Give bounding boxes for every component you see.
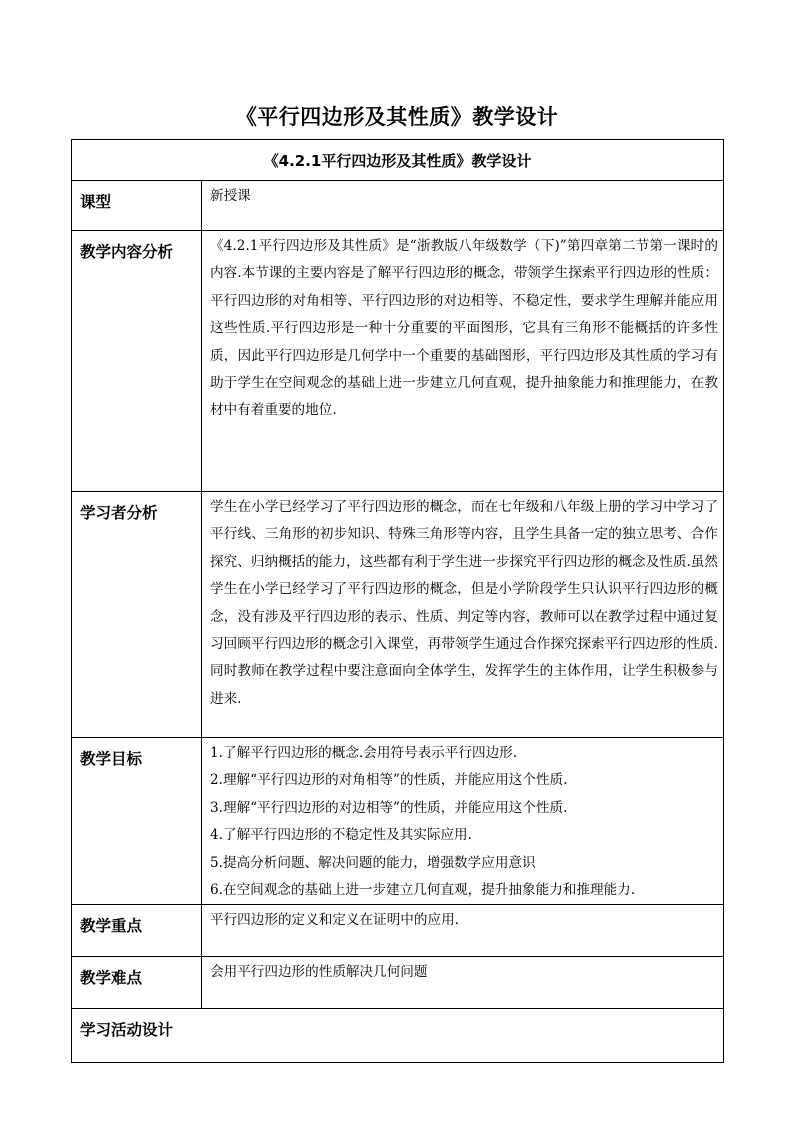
objectives-label: 教学目标 (72, 738, 202, 905)
lesson-plan-table (71, 139, 724, 1063)
objective-item: 5.提高分析问题、解决问题的能力，增强数学应用意识 (210, 854, 536, 871)
objective-item: 2.理解“平行四边形的对角相等”的性质，并能应用这个性质. (210, 772, 568, 789)
key-points-label: 教学重点 (72, 905, 202, 957)
objective-item: 3.理解“平行四边形的对边相等”的性质，并能应用这个性质. (210, 799, 568, 816)
difficulties-text: 会用平行四边形的性质解决几何问题 (202, 957, 724, 1009)
key-points-text: 平行四边形的定义和定义在证明中的应用. (202, 905, 724, 957)
learner-analysis-label: 学习者分析 (72, 492, 202, 738)
learner-analysis-text: 学生在小学已经学习了平行四边形的概念，而在七年级和八年级上册的学习中学习了平行线、三角形的初步知识、特殊三角形等内容，且学生具备一定的独立思考、合作探究、归纳概括的能力，这些都有利于学生进一步探究平行四边形的概念及性质.虽然学生在小学已经学习了平行四边形的概念，但是小学阶段学生只认识平行四边形的概念，没有涉及平行四边形的表示、性质、判定等内容，教师可以在教学过程中通过复习回顾平行四边形的概念引入课堂，再带领学生通过合作探究探索平行四边形的性质.同时教师在教学过程中要注意面向全体学生，发挥学生的主体作用，让学生积极参与进来. (202, 492, 724, 738)
lesson-type-label: 课型 (72, 181, 202, 231)
document-title: 《平行四边形及其性质》教学设计 (235, 105, 559, 129)
lesson-type-value: 新授课 (202, 181, 724, 231)
table-subtitle: 《4.2.1平行四边形及其性质》教学设计 (72, 140, 724, 181)
objective-item: 6.在空间观念的基础上进一步建立几何直观，提升抽象能力和推理能力. (210, 882, 636, 899)
activity-design-label: 学习活动设计 (72, 1009, 724, 1063)
objective-item: 4.了解平行四边形的不稳定性及其实际应用. (210, 827, 472, 844)
content-analysis-text: 《4.2.1平行四边形及其性质》是“浙教版八年级数学（下)”第四章第二节第一课时的内容.本节课的主要内容是了解平行四边形的概念，带领学生探索平行四边形的性质：平行四边形的对角相等、平行四边形的对边相等、不稳定性，要求学生理解并能应用这些性质.平行四边形是一种十分重要的平面图形，它具有三角形不能概括的许多性质，因此平行四边形是几何学中一个重要的基础图形，平行四边形及其性质的学习有助于学生在空间观念的基础上进一步建立几何直观，提升抽象能力和推理能力，在教材中有着重要的地位. (202, 231, 724, 492)
objectives-list (202, 738, 724, 905)
objective-item: 1.了解平行四边形的概念.会用符号表示平行四边形. (210, 745, 518, 761)
content-analysis-label: 教学内容分析 (72, 231, 202, 492)
difficulties-label: 教学难点 (72, 957, 202, 1009)
